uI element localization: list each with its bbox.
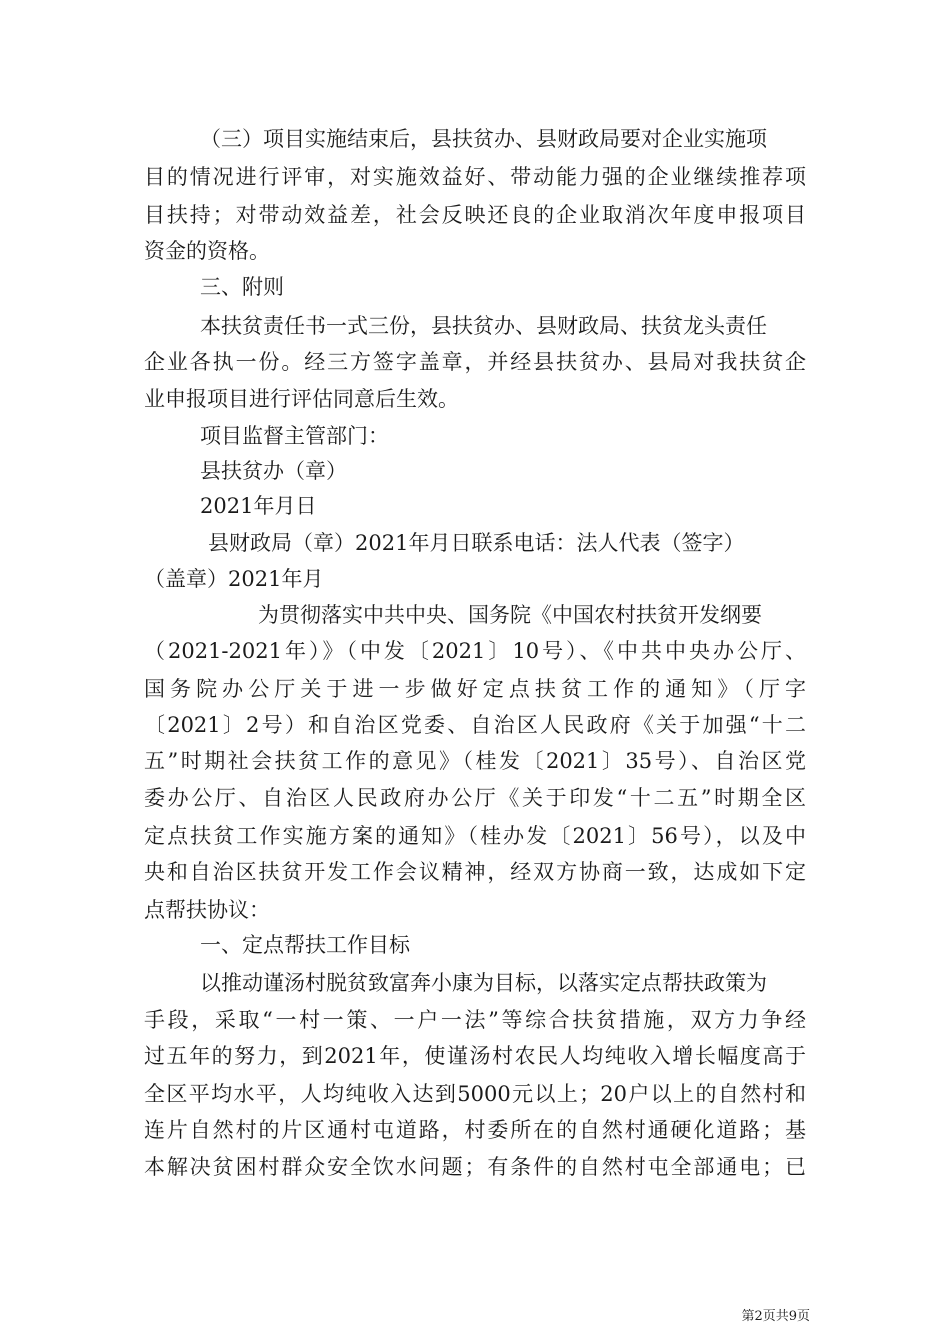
text-line: 五”时期社会扶贫工作的意见》（桂发〔2021〕35号）、自治区党 <box>144 749 806 773</box>
text-line: 业申报项目进行评估同意后生效。 <box>144 387 459 411</box>
text-line: 过五年的努力，到2021年，使谨汤村农民人均纯收入增长幅度高于 <box>144 1044 806 1068</box>
text-line: 县扶贫办（章） <box>200 459 347 483</box>
text-line: （三）项目实施结束后，县扶贫办、县财政局要对企业实施项 <box>200 127 767 151</box>
text-line: 本解决贫困村群众安全饮水问题；有条件的自然村屯全部通电；已 <box>144 1155 806 1179</box>
text-line: 〔2021〕2号）和自治区党委、自治区人民政府《关于加强“十二 <box>144 713 806 737</box>
text-line: 目扶持；对带动效益差，社会反映还良的企业取消次年度申报项目 <box>144 203 806 227</box>
section-heading: 一、定点帮扶工作目标 <box>200 933 410 957</box>
text-line: 本扶贫责任书一式三份，县扶贫办、县财政局、扶贫龙头责任 <box>200 314 767 338</box>
text-line: （盖章）2021年月 <box>144 567 324 591</box>
text-line: 以推动谨汤村脱贫致富奔小康为目标，以落实定点帮扶政策为 <box>200 971 767 995</box>
page-number: 第2页共9页 <box>741 1309 810 1324</box>
text-line: 县财政局（章）2021年月日联系电话：法人代表（签字） <box>208 531 745 555</box>
text-line: 央和自治区扶贫开发工作会议精神，经双方协商一致，达成如下定 <box>144 860 806 884</box>
text-line: 定点扶贫工作实施方案的通知》（桂办发〔2021〕56号），以及中 <box>144 824 806 848</box>
text-line: 国务院办公厅关于进一步做好定点扶贫工作的通知》（厅字 <box>144 677 806 701</box>
text-line: 委办公厅、自治区人民政府办公厅《关于印发“十二五”时期全区 <box>144 786 806 810</box>
text-line: 全区平均水平，人均纯收入达到5000元以上；20户以上的自然村和 <box>144 1082 806 1106</box>
text-line: 连片自然村的片区通村屯道路，村委所在的自然村通硬化道路；基 <box>144 1118 806 1142</box>
text-line: 资金的资格。 <box>144 239 270 263</box>
text-line: 手段，采取“一村一策、一户一法”等综合扶贫措施，双方力争经 <box>144 1008 806 1032</box>
text-line: 项目监督主管部门： <box>200 424 389 448</box>
text-line: 点帮扶协议： <box>144 898 270 922</box>
text-line: 目的情况进行评审，对实施效益好、带动能力强的企业继续推荐项 <box>144 165 806 189</box>
section-heading: 三、附则 <box>200 275 284 299</box>
text-line: 企业各执一份。经三方签字盖章，并经县扶贫办、县局对我扶贫企 <box>144 350 806 374</box>
text-line: 2021年月日 <box>200 494 317 518</box>
text-line: （2021-2021年）》（中发〔2021〕10号）、《中共中央办公厅、 <box>144 639 806 663</box>
text-line: 为贯彻落实中共中央、国务院《中国农村扶贫开发纲要 <box>258 603 762 627</box>
